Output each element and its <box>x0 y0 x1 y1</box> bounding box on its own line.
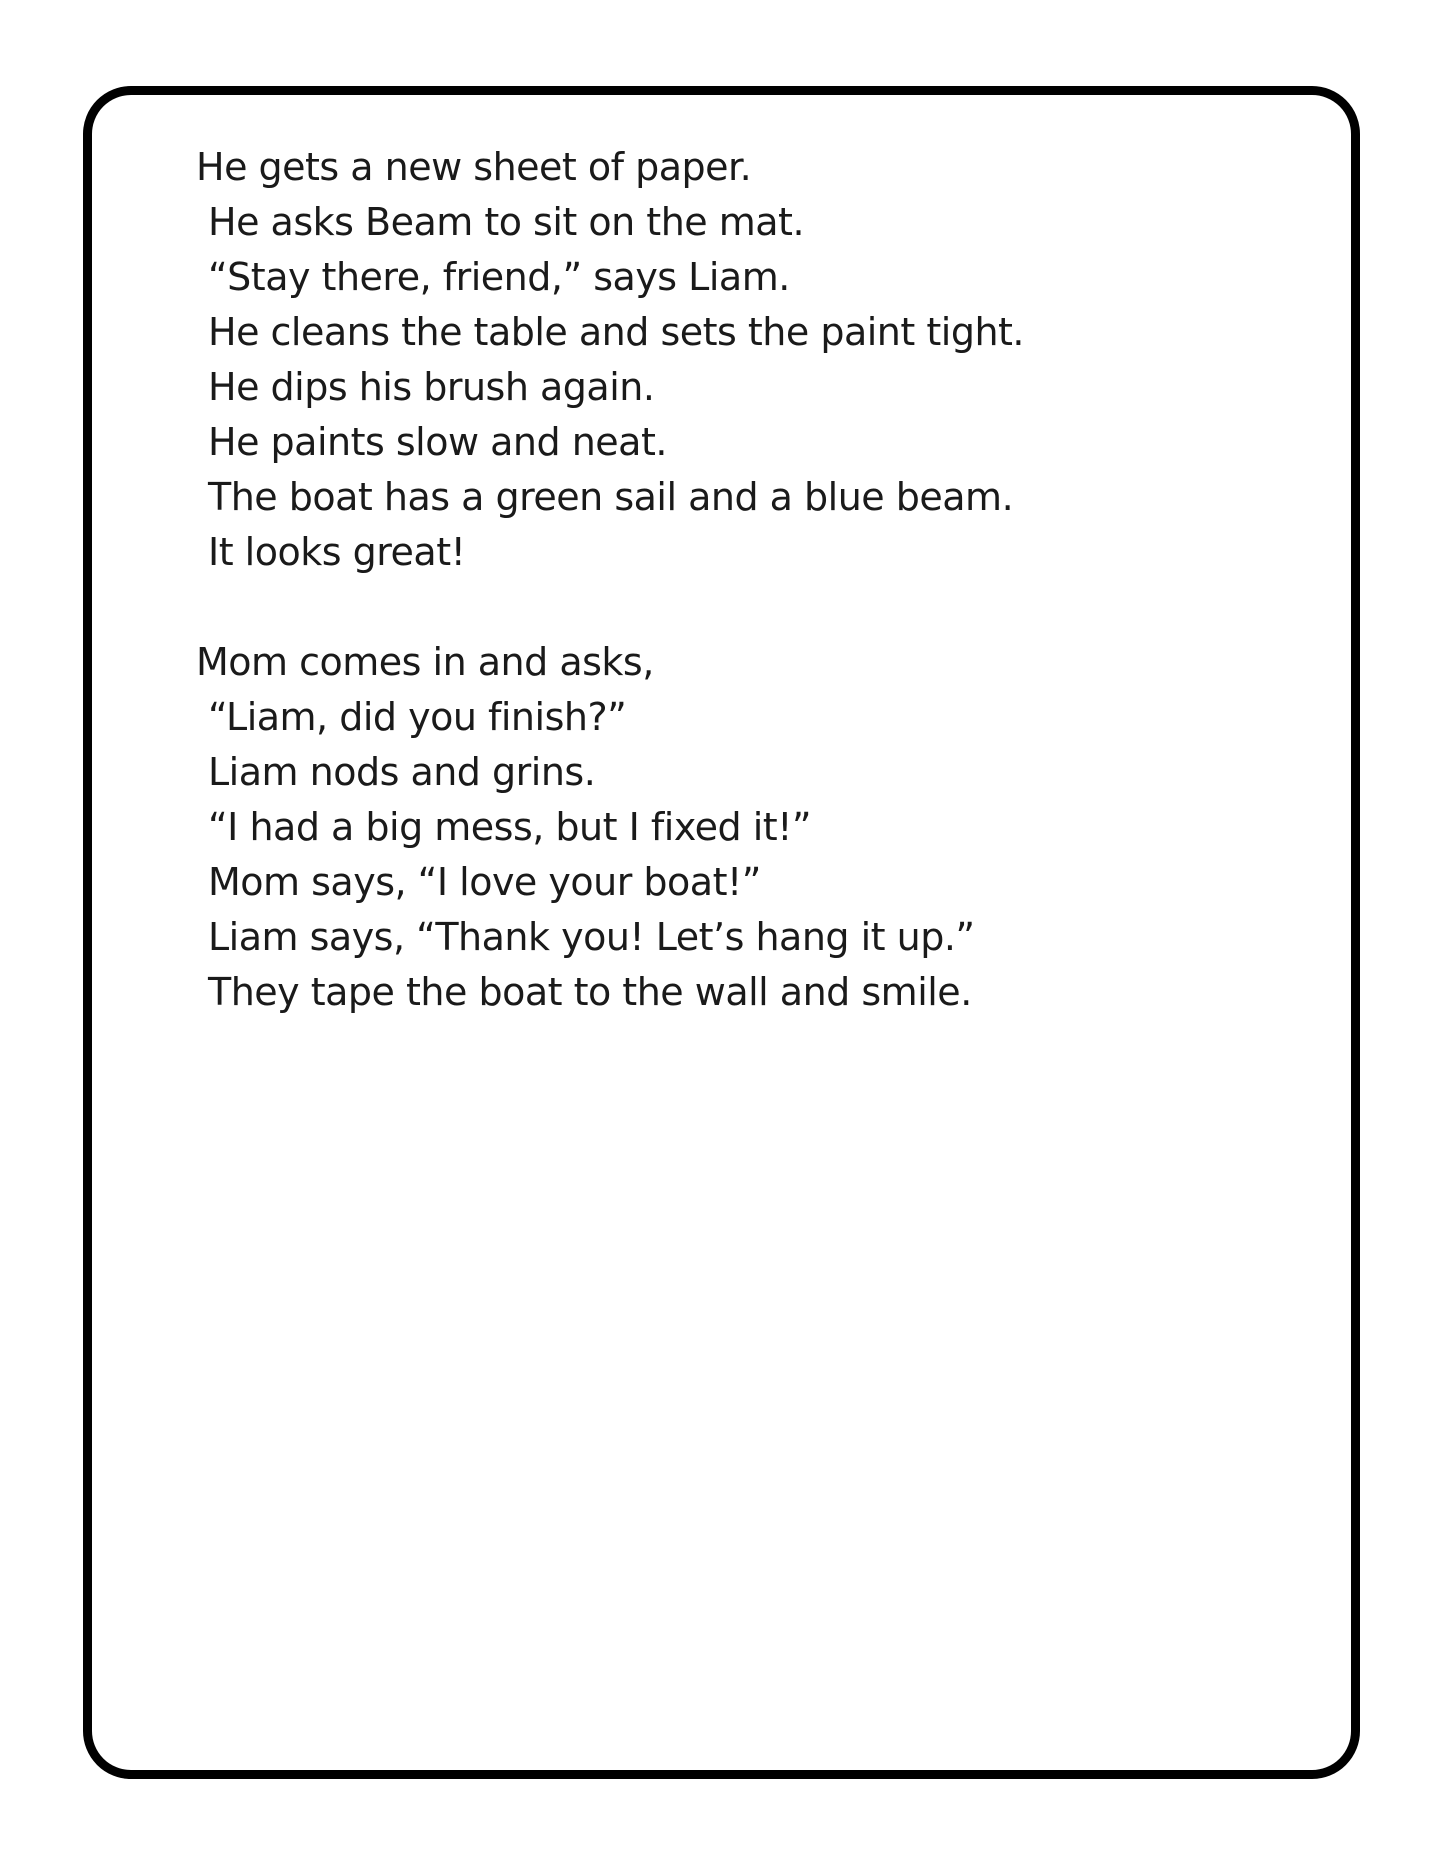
story-text <box>196 140 1296 1020</box>
story-line: They tape the boat to the wall and smile. <box>208 970 972 1014</box>
story-line: Mom says, “I love your boat!” <box>208 860 761 904</box>
story-line: It looks great! <box>208 530 466 574</box>
story-line: Liam nods and grins. <box>208 750 596 794</box>
paragraph-2 <box>196 635 1296 1020</box>
story-line: He paints slow and neat. <box>208 420 667 464</box>
story-line: “Liam, did you finish?” <box>208 695 627 739</box>
story-line: He asks Beam to sit on the mat. <box>208 200 805 244</box>
story-line: Mom comes in and asks, <box>196 640 654 684</box>
story-line: He gets a new sheet of paper. <box>196 145 752 189</box>
story-line: He dips his brush again. <box>208 365 655 409</box>
story-line: The boat has a green sail and a blue beam. <box>208 475 1014 519</box>
story-line: “Stay there, friend,” says Liam. <box>208 255 790 299</box>
story-line: He cleans the table and sets the paint tight. <box>208 310 1025 354</box>
story-line: Liam says, “Thank you! Let’s hang it up.” <box>208 915 975 959</box>
paragraph-1 <box>196 140 1296 580</box>
story-line: “I had a big mess, but I fixed it!” <box>208 805 812 849</box>
